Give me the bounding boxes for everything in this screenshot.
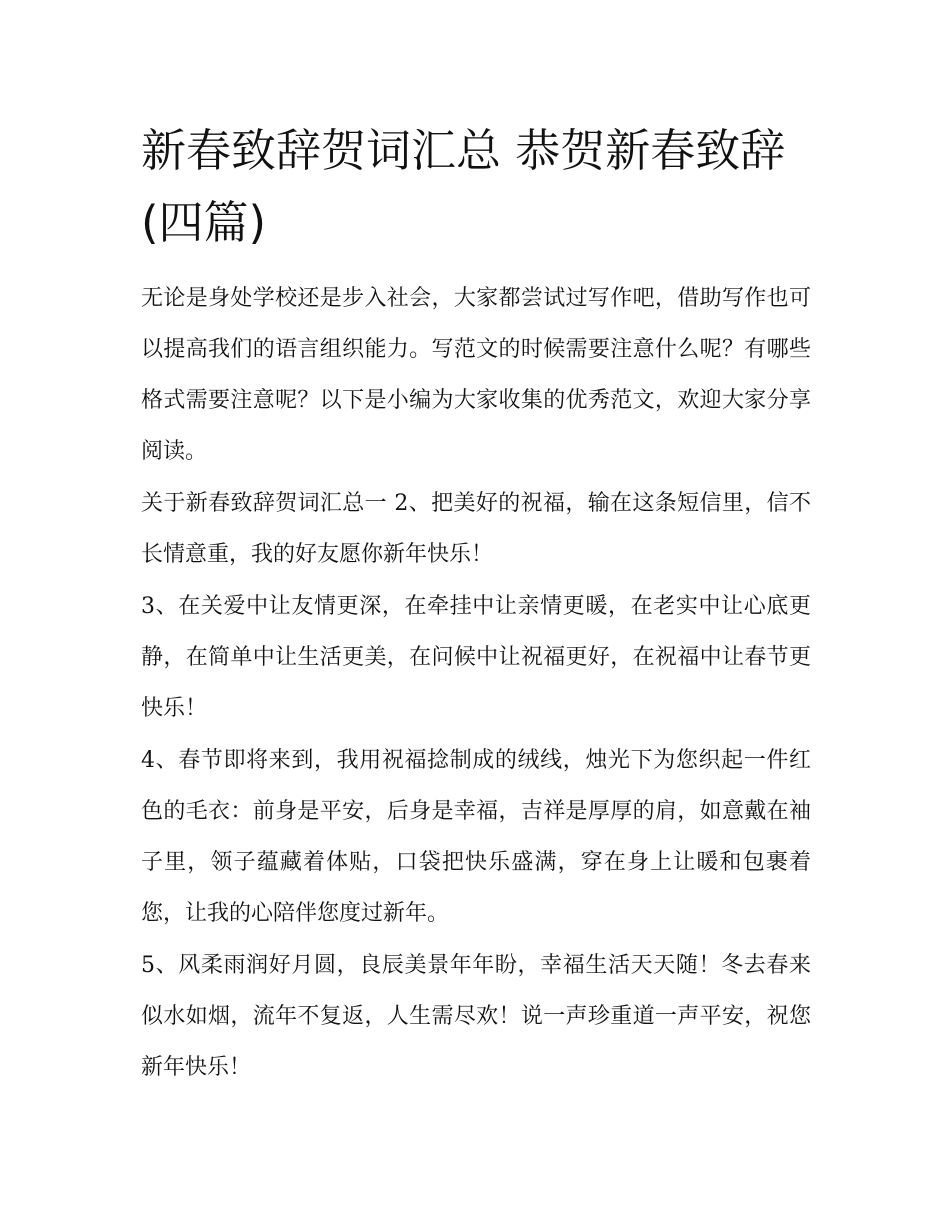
paragraph-greeting-3: 3、在关爱中让友情更深，在牵挂中让亲情更暖，在老实中让心底更静，在简单中让生活更美，在问候中让祝福更好，在祝福中让春节更快乐！ — [141, 594, 811, 721]
page-title: 新春致辞贺词汇总 恭贺新春致辞(四篇) — [141, 124, 786, 249]
document-body — [141, 115, 811, 1094]
paragraph-intro: 无论是身处学校还是步入社会，大家都尝试过写作吧，借助写作也可以提高我们的语言组织能力。写范文的时候需要注意什么呢？有哪些格式需要注意呢？以下是小编为大家收集的优秀范文，欢迎大家分享阅读。 — [141, 286, 811, 464]
paragraph-greeting-2: 关于新春致辞贺词汇总一 2、把美好的祝福，输在这条短信里，信不长情意重，我的好友愿你新年快乐！ — [141, 491, 811, 567]
paragraph-greeting-5: 5、风柔雨润好月圆，良辰美景年年盼，幸福生活天天随！冬去春来似水如烟，流年不复返，人生需尽欢！说一声珍重道一声平安，祝您新年快乐！ — [141, 953, 811, 1080]
paragraph-greeting-4: 4、春节即将来到，我用祝福捻制成的绒线，烛光下为您织起一件红色的毛衣：前身是平安，后身是幸福，吉祥是厚厚的肩，如意戴在袖子里，领子蕴藏着体贴，口袋把快乐盛满，穿在身上让暖和包裹着您，让我的心陪伴您度过新年。 — [141, 748, 811, 926]
